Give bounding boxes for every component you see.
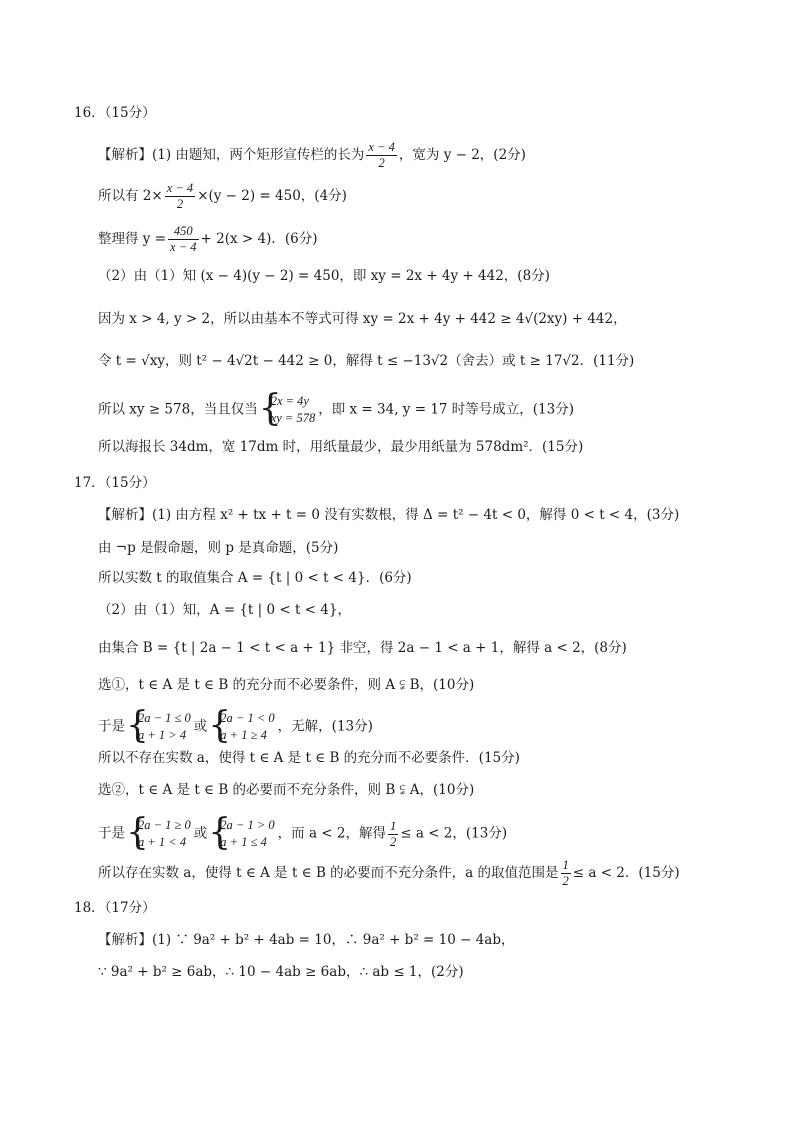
q17-line-3: 所以实数 t 的取值集合 A = {t | 0 < t < 4}．(6分) bbox=[98, 570, 412, 586]
q18-line-2: ∵ 9a² + b² ≥ 6ab，∴ 10 − 4ab ≥ 6ab，∴ ab ≤ 1，(2分) bbox=[98, 964, 464, 980]
q16-line-3: 整理得 y = $\frac{450}{x - 4}$ + 2(x > 4)．(6分) bbox=[98, 224, 318, 254]
q17-line-10: 于是 { 2a − 1 ≥ 0 a + 1 < 4 或 { 2a − 1 > 0 a + 1 ≤ 4 ，而 a < 2，解得 $\frac{1}{2}$ ≤ a < 2，(13分) bbox=[98, 817, 507, 851]
q17-line-7: 于是 { 2a − 1 ≤ 0 a + 1 > 4 或 { 2a − 1 < 0 a + 1 ≥ 4 ，无解，(13分) bbox=[98, 710, 373, 744]
equation-system: { 2x = 4y xy = 578 bbox=[261, 393, 316, 427]
q17-line-11: 所以存在实数 a，使得 t ∈ A 是 t ∈ B 的必要而不充分条件，a 的取值范围是 $\frac{1}{2}$ ≤ a < 2．(15分) bbox=[98, 858, 680, 888]
fraction: $\frac{1}{2}$ bbox=[390, 818, 397, 849]
q18-header: 18．（17分） bbox=[74, 900, 156, 916]
q17-line-4: （2）由（1）知，A = {t | 0 < t < 4}， bbox=[98, 602, 351, 618]
q16-header: 16．（15分） bbox=[74, 105, 156, 121]
fraction: $\frac{450}{x - 4}$ bbox=[170, 224, 197, 254]
fraction: $\frac{x - 4}{2}$ bbox=[368, 140, 395, 170]
q17-line-6: 选①，t ∈ A 是 t ∈ B 的充分而不必要条件，则 A ⫋ B，(10分) bbox=[98, 677, 475, 693]
q18-line-1: 【解析】(1) ∵ 9a² + b² + 4ab = 10，∴ 9a² + b² = 10 − 4ab， bbox=[98, 932, 515, 948]
q16-line-6: 令 t = √xy，则 t² − 4√2t − 442 ≥ 0，解得 t ≤ −13√2（舍去）或 t ≥ 17√2．(11分) bbox=[98, 353, 635, 369]
equation-system: { 2a − 1 ≥ 0 a + 1 < 4 bbox=[128, 817, 191, 851]
q16-line-7: 所以 xy ≥ 578，当且仅当 { 2x = 4y xy = 578 ，即 x = 34, y = 17 时等号成立，(13分) bbox=[98, 393, 574, 427]
q17-line-5: 由集合 B = {t | 2a − 1 < t < a + 1} 非空，得 2a − 1 < a + 1，解得 a < 2，(8分) bbox=[98, 640, 627, 656]
q17-line-2: 由 ¬p 是假命题，则 p 是真命题，(5分) bbox=[98, 540, 339, 556]
q16-line-5: 因为 x > 4, y > 2，所以由基本不等式可得 xy = 2x + 4y + 442 ≥ 4√(2xy) + 442， bbox=[98, 311, 627, 327]
fraction: $\frac{x - 4}{2}$ bbox=[166, 181, 194, 211]
q16-line-8: 所以海报长 34dm，宽 17dm 时，用纸量最少，最少用纸量为 578dm²．(15分) bbox=[98, 439, 584, 455]
q16-line-2: 所以有 2× $\frac{x - 4}{2}$ ×(y − 2) = 450，(4分) bbox=[98, 181, 347, 211]
equation-system: { 2a − 1 < 0 a + 1 ≥ 4 bbox=[210, 710, 274, 744]
q17-line-8: 所以不存在实数 a，使得 t ∈ A 是 t ∈ B 的充分而不必要条件．(15分) bbox=[98, 750, 520, 766]
q17-header: 17．（15分） bbox=[74, 475, 156, 491]
fraction: $\frac{1}{2}$ bbox=[562, 858, 569, 888]
q16-line-4: （2）由（1）知 (x − 4)(y − 2) = 450，即 xy = 2x + 4y + 442，(8分) bbox=[98, 268, 550, 284]
equation-system: { 2a − 1 ≤ 0 a + 1 > 4 bbox=[128, 710, 191, 744]
equation-system: { 2a − 1 > 0 a + 1 ≤ 4 bbox=[210, 817, 274, 851]
q16-line-1: 【解析】(1) 由题知，两个矩形宣传栏的长为 $\frac{x - 4}{2}$ ，宽为 y − 2，(2分) bbox=[98, 140, 526, 170]
q17-line-9: 选②，t ∈ A 是 t ∈ B 的必要而不充分条件，则 B ⫋ A，(10分) bbox=[98, 782, 475, 798]
q17-line-1: 【解析】(1) 由方程 x² + tx + t = 0 没有实数根，得 Δ = t² − 4t < 0，解得 0 < t < 4，(3分) bbox=[98, 507, 680, 523]
